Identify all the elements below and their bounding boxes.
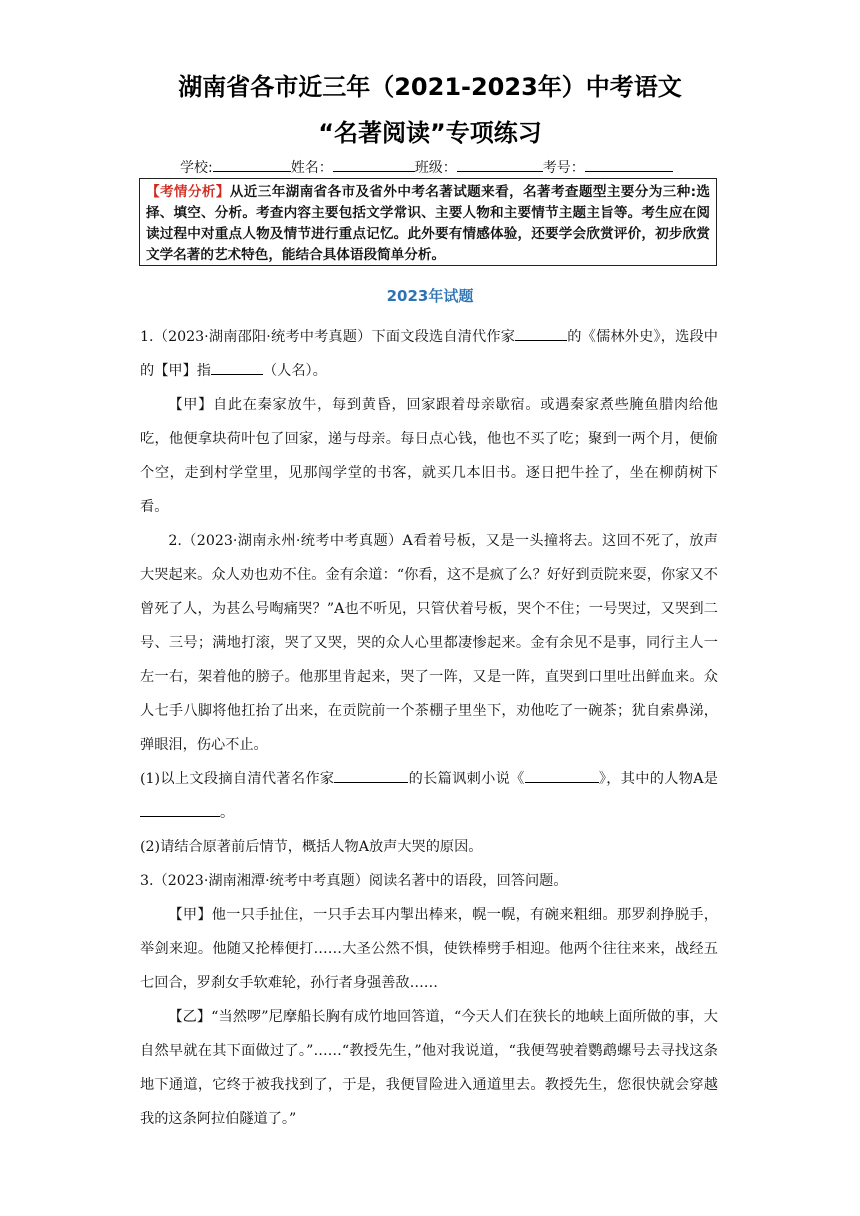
section-heading: 2023年试题: [386, 287, 474, 305]
question-1-stem: [140, 320, 718, 388]
question-2-sub-1-text: (1)以上文段摘自清代著名作家: [140, 771, 335, 787]
answer-blank[interactable]: [525, 766, 599, 783]
exam-no-blank[interactable]: [585, 157, 673, 172]
class-blank[interactable]: [457, 157, 543, 172]
question-2-sub-1-text: 的长篇讽刺小说《: [408, 771, 525, 787]
question-2-sub-1-text: 。: [220, 805, 235, 821]
class-label: 班级：: [414, 160, 457, 176]
exam-analysis-box: [139, 178, 717, 266]
page-title: 湖南省各市近三年（2021-2023年）中考语文: [178, 73, 682, 101]
question-2-passage: 2.（2023·湖南永州·统考中考真题）A看着号板，又是一头撞将去。这回不死了，放声大哭起来。众人劝也劝不住。金有余道：“你看，这不是疯了么？好好到贡院来耍，你家又不曾死了人，为甚么号啕痛哭？”A也不听见，只管伏着号板，哭个不住；一号哭过，又哭到二号、三号；满地打滚，哭了又哭，哭的众人心里都凄惨起来。金有余见不是事，同行主人一左一右，架着他的膀子。他那里肯起来，哭了一阵，又是一阵，直哭到口里吐出鲜血来。众人七手八脚将他扛抬了出来，在贡院前一个茶棚子里坐下，劝他吃了一碗茶；犹自索鼻涕，弹眼泪，伤心不止。: [140, 533, 718, 753]
answer-blank[interactable]: [140, 800, 220, 817]
question-3-passage-jia: 【甲】他一只手扯住，一只手去耳内掣出棒来，幌一幌，有碗来粗细。那罗刹挣脱手，举剑来迎。他随又抡棒便打……大圣公然不惧，使铁棒劈手相迎。他两个往往来来，战经五七回合，罗刹女手软难轮，孙行者身强善敌……: [140, 907, 718, 991]
school-blank[interactable]: [213, 157, 291, 172]
answer-blank[interactable]: [515, 324, 567, 341]
question-2-sub-2: (2)请结合原著前后情节，概括人物A放声大哭的原因。: [140, 839, 483, 855]
answer-blank[interactable]: [334, 766, 408, 783]
question-1-passage: 【甲】自此在秦家放牛，每到黄昏，回家跟着母亲歇宿。或遇秦家煮些腌鱼腊肉给他吃，他便拿块荷叶包了回家，递与母亲。每日点心钱，他也不买了吃；聚到一两个月，便偷个空，走到村学堂里，见那闯学堂的书客，就买几本旧书。逐日把牛拴了，坐在柳荫树下看。: [140, 397, 718, 515]
question-1-stem-text: 的《儒林外史》，选段中的【甲】指: [140, 329, 718, 379]
analysis-text: 从近三年湖南省各市及省外中考名著试题来看，名著考查题型主要分为三种:选择、填空、分析。考查内容主要包括文学常识、主要人物和主要情节主题主旨等。考生应在阅读过程中对重点人物及情节进行重点记忆。此外要有情感体验，还要学会欣赏评价，初步欣赏文学名著的艺术特色，能结合具体语段简单分析。: [146, 184, 711, 263]
question-1-stem-text: （人名）。: [262, 363, 327, 379]
exam-no-label: 考号：: [542, 160, 585, 176]
questions-body: [140, 320, 718, 1136]
student-info-line: [180, 157, 700, 178]
name-label: 姓名：: [290, 160, 333, 176]
answer-blank[interactable]: [211, 358, 263, 375]
question-1-stem-text: 1.（2023·湖南邵阳·统考中考真题）下面文段选自清代作家: [140, 329, 516, 345]
question-3-passage-yi: 【乙】“当然啰”尼摩船长胸有成竹地回答道，“今天人们在狭长的地峡上面所做的事，大自然早就在其下面做过了。”……“教授先生，”他对我说道，“我便驾驶着鹦鹉螺号去寻找这条地下通道，它终于被我找到了，于是，我便冒险进入通道里去。教授先生，您很快就会穿越我的这条阿拉伯隧道了。”: [140, 1009, 718, 1127]
question-2-sub-1-text: 》，其中的人物A是: [598, 771, 718, 787]
school-label: 学校:: [180, 160, 213, 176]
question-3-stem: 3.（2023·湖南湘潭·统考中考真题）阅读名著中的语段，回答问题。: [140, 873, 568, 889]
analysis-tag: 【考情分析】: [146, 184, 230, 200]
name-blank[interactable]: [333, 157, 415, 172]
page-subtitle: “名著阅读”专项练习: [318, 119, 542, 147]
question-2-sub-1: [140, 762, 718, 830]
